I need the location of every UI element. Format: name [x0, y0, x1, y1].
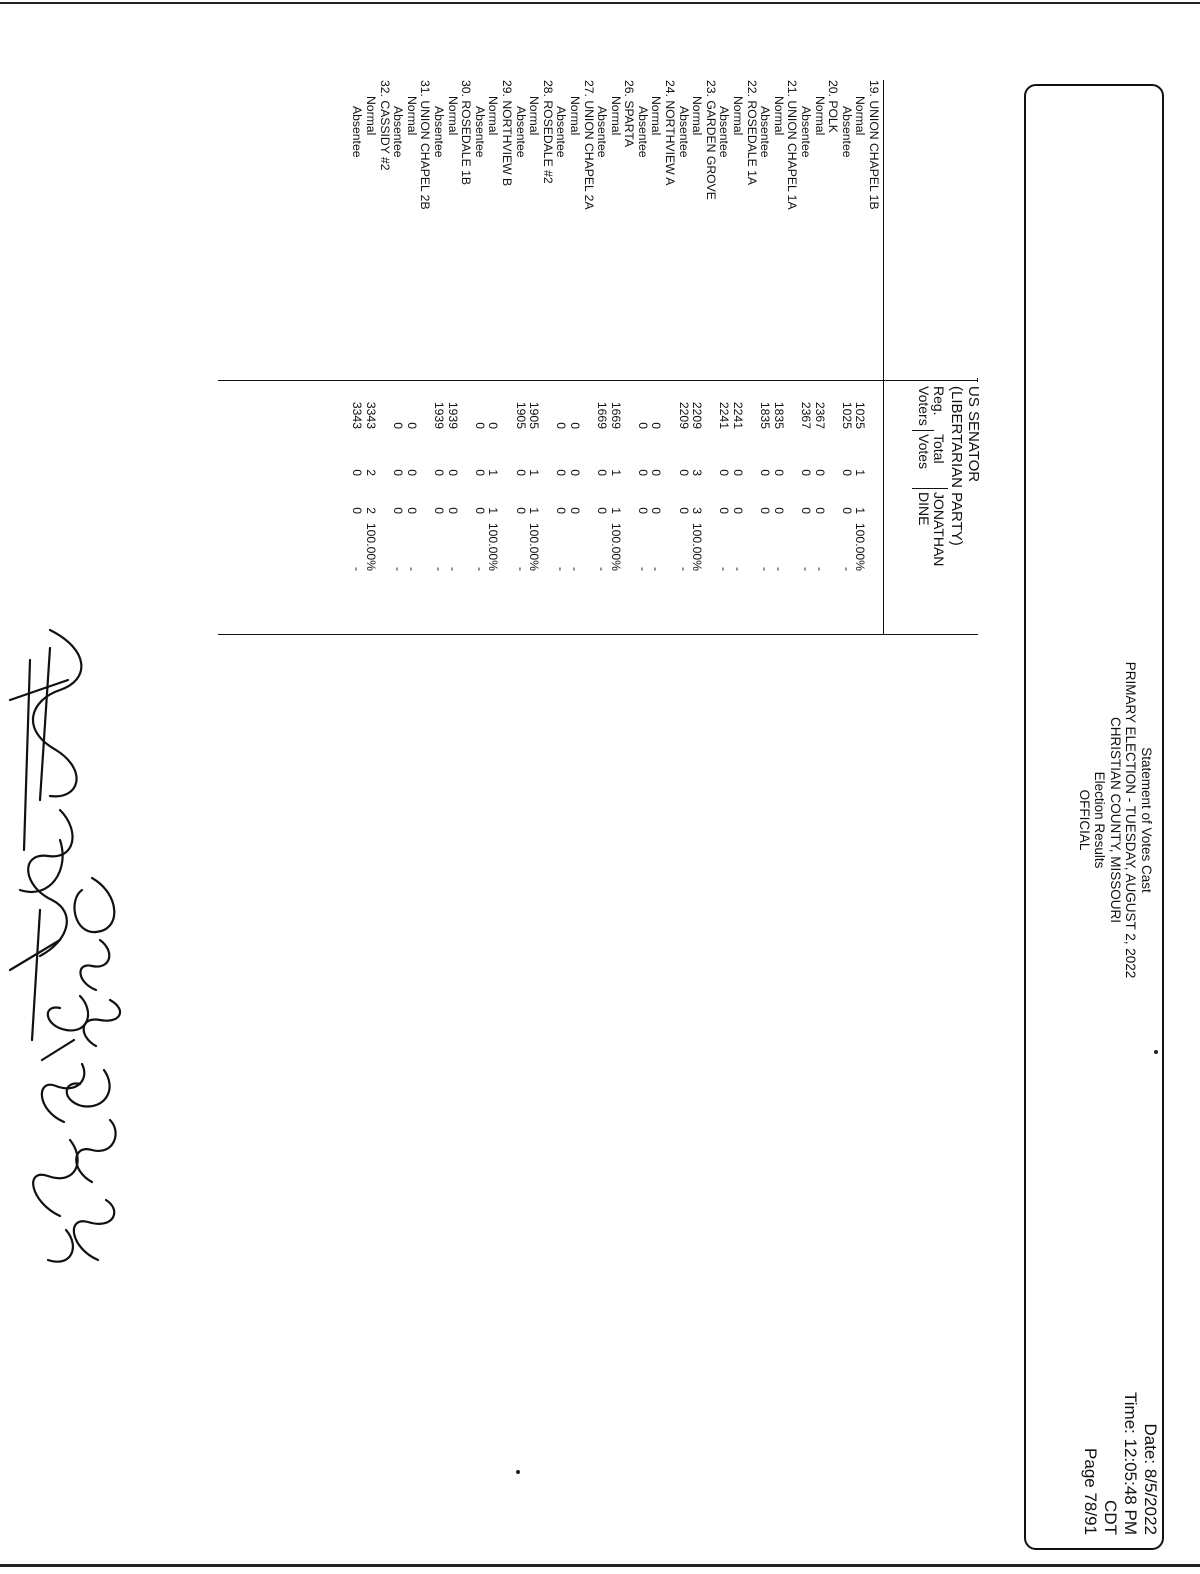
candidate-percent-cell: - [472, 566, 487, 571]
candidate-percent-cell: - [404, 566, 419, 571]
candidate-votes-cell: 1 [527, 507, 542, 514]
ballot-type-label: Absentee [839, 106, 854, 158]
contest-heading [948, 386, 982, 546]
scan-speck [1154, 1050, 1158, 1054]
reg-voters-cell: 1835 [771, 401, 786, 429]
precinct-name: 19. UNION CHAPEL 1B [867, 80, 881, 210]
total-votes-cell: 0 [554, 469, 569, 476]
result-row [472, 80, 486, 640]
reg-voters-cell: 2367 [799, 401, 814, 429]
precinct-name: 22. ROSEDALE 1A [744, 80, 759, 185]
ballot-type-label: Normal [445, 96, 460, 136]
reg-voters-cell: 1669 [595, 401, 610, 429]
candidate-percent-cell: - [812, 566, 827, 571]
precinct-name: 29. NORTHVIEW B [499, 80, 514, 187]
page-number: Page 78/91 [1081, 1448, 1100, 1535]
ballot-type-label: Absentee [391, 106, 406, 158]
result-row [839, 80, 853, 640]
reg-voters-cell: 0 [391, 422, 406, 429]
result-row [391, 80, 405, 640]
total-votes-cell: 0 [812, 469, 827, 476]
results-table [350, 80, 880, 640]
results-label: Election Results [1092, 771, 1108, 869]
ballot-type-label: Normal [771, 96, 786, 136]
candidate-votes-cell: 0 [567, 507, 582, 514]
total-votes-cell: 0 [731, 469, 746, 476]
result-row [554, 80, 568, 640]
reg-voters-cell: 0 [486, 422, 501, 429]
reg-voters-cell: 1905 [513, 401, 528, 429]
candidate-percent-cell: 100.00% [486, 522, 501, 571]
total-votes-cell: 0 [717, 469, 732, 476]
reg-voters-cell: 3343 [350, 401, 365, 429]
total-votes-header-line2: Votes [916, 434, 932, 470]
total-votes-cell: 0 [445, 469, 460, 476]
total-votes-cell: 0 [567, 469, 582, 476]
ballot-type-label: Normal [608, 96, 623, 136]
candidate-votes-cell: 0 [812, 507, 827, 514]
precinct-row [581, 80, 595, 640]
reg-voters-cell: 3343 [364, 401, 379, 429]
reg-voters-cell: 1025 [839, 401, 854, 429]
official-label: OFFICIAL [1077, 789, 1092, 851]
ballot-type-label: Normal [486, 96, 501, 136]
total-votes-cell: 0 [391, 469, 406, 476]
candidate-percent-cell: - [717, 566, 732, 571]
candidate-votes-cell: 0 [839, 507, 854, 514]
ballot-type-label: Absentee [635, 106, 650, 158]
candidate-percent-cell: - [513, 566, 528, 571]
candidate-votes-cell: 1 [853, 507, 868, 514]
ballot-type-label: Normal [853, 96, 868, 136]
candidate-percent-cell: - [799, 566, 814, 571]
candidate-percent-cell: - [391, 566, 406, 571]
result-row [608, 80, 622, 640]
ballot-type-label: Normal [567, 96, 582, 136]
reg-voters-cell: 2241 [717, 401, 732, 429]
total-votes-cell: 1 [608, 469, 623, 476]
precinct-name: 28. ROSEDALE #2 [540, 80, 555, 184]
candidate-percent-cell: - [595, 566, 610, 571]
reg-voters-cell: 1025 [853, 401, 868, 429]
result-row [527, 80, 541, 640]
reg-voters-header-line1: Reg. [931, 386, 947, 416]
candidate-header-line2: DINE [916, 492, 932, 526]
result-row [635, 80, 649, 640]
reg-voters-cell: 0 [472, 422, 487, 429]
precinct-name: 26. SPARTA [622, 80, 637, 148]
report-time: Time: 12:05:48 PM CDT [1101, 1392, 1140, 1535]
precinct-row [418, 80, 432, 640]
election-name: PRIMARY ELECTION - TUESDAY, AUGUST 2, 2022 [1123, 661, 1139, 979]
precinct-row [540, 80, 554, 640]
ballot-type-label: Absentee [595, 106, 610, 158]
reg-voters-cell: 2209 [676, 401, 691, 429]
candidate-votes-cell: 0 [758, 507, 773, 514]
precinct-row [459, 80, 473, 640]
result-row [404, 80, 418, 640]
result-row [812, 80, 826, 640]
candidate-percent-cell: - [771, 566, 786, 571]
total-votes-cell: 0 [472, 469, 487, 476]
candidate-percent-cell: 100.00% [527, 522, 542, 571]
reg-voters-cell: 0 [567, 422, 582, 429]
total-votes-cell: 0 [758, 469, 773, 476]
header-divider-2 [912, 488, 948, 489]
ballot-type-label: Normal [812, 96, 827, 136]
ballot-type-label: Normal [527, 96, 542, 136]
result-row [431, 80, 445, 640]
precinct-name: 27. UNION CHAPEL 2A [581, 80, 596, 210]
reg-voters-cell: 1939 [445, 401, 460, 429]
candidate-votes-cell: 0 [445, 507, 460, 514]
candidate-votes-cell: 2 [364, 507, 379, 514]
result-row [853, 80, 867, 640]
candidate-votes-cell: 0 [472, 507, 487, 514]
candidate-percent-cell: 100.00% [364, 522, 379, 571]
reg-voters-cell: 0 [649, 422, 664, 429]
ballot-type-label: Normal [404, 96, 419, 136]
candidate-votes-cell: 0 [676, 507, 691, 514]
candidate-percent-cell: - [676, 566, 691, 571]
signature-4 [0, 640, 80, 1060]
ballot-type-label: Normal [364, 96, 379, 136]
precinct-name: 24. NORTHVIEW A [663, 80, 678, 186]
candidate-percent-cell: - [445, 566, 460, 571]
candidate-votes-cell: 1 [608, 507, 623, 514]
candidate-percent-cell: - [567, 566, 582, 571]
ballot-type-label: Absentee [717, 106, 732, 158]
result-row [676, 80, 690, 640]
result-row [730, 80, 744, 640]
ballot-type-label: Absentee [554, 106, 569, 158]
candidate-percent-cell: - [758, 566, 773, 571]
table-header-underline [883, 80, 884, 635]
candidate-percent-cell: 100.00% [853, 522, 868, 571]
precinct-name: 30. ROSEDALE 1B [459, 80, 474, 185]
total-votes-cell: 0 [595, 469, 610, 476]
candidate-votes-cell: 0 [731, 507, 746, 514]
candidate-percent-cell: 100.00% [608, 522, 623, 571]
precinct-row [866, 80, 880, 640]
reg-voters-header [916, 386, 946, 426]
total-votes-cell: 1 [486, 469, 501, 476]
reg-voters-cell: 0 [404, 422, 419, 429]
reg-voters-cell: 1835 [758, 401, 773, 429]
total-votes-cell: 1 [853, 469, 868, 476]
ballot-type-label: Absentee [799, 106, 814, 158]
candidate-percent-cell: - [839, 566, 854, 571]
ballot-type-label: Absentee [758, 106, 773, 158]
contest-title: US SENATOR [965, 386, 982, 483]
result-row [595, 80, 609, 640]
candidate-votes-cell: 3 [690, 507, 705, 514]
candidate-percent-cell: - [350, 566, 365, 571]
precinct-row [499, 80, 513, 640]
precinct-name: 32. CASSIDY #2 [377, 80, 392, 171]
candidate-votes-cell: 0 [404, 507, 419, 514]
result-row [350, 80, 364, 640]
ballot-type-label: Normal [649, 96, 664, 136]
precinct-row [744, 80, 758, 640]
ballot-type-label: Absentee [432, 106, 446, 158]
precinct-row [663, 80, 677, 640]
candidate-votes-cell: 0 [595, 507, 610, 514]
precinct-row [377, 80, 391, 640]
total-votes-cell: 0 [839, 469, 854, 476]
candidate-votes-cell: 0 [513, 507, 528, 514]
candidate-votes-cell: 0 [649, 507, 664, 514]
header-divider-1 [912, 430, 934, 431]
precinct-name: 23. GARDEN GROVE [703, 80, 718, 200]
reg-voters-cell: 2367 [812, 401, 827, 429]
reg-voters-cell: 2241 [731, 401, 746, 429]
report-title: Statement of Votes Cast [1139, 747, 1154, 893]
result-row [567, 80, 581, 640]
result-row [758, 80, 772, 640]
candidate-votes-cell: 0 [554, 507, 569, 514]
candidate-percent-cell: - [649, 566, 664, 571]
candidate-votes-cell: 0 [717, 507, 732, 514]
candidate-percent-cell: - [731, 566, 746, 571]
reg-voters-cell: 0 [635, 422, 650, 429]
precinct-row [703, 80, 717, 640]
candidate-votes-cell: 0 [350, 507, 365, 514]
total-votes-cell: 0 [432, 469, 446, 476]
total-votes-cell: 1 [527, 469, 542, 476]
total-votes-cell: 0 [676, 469, 691, 476]
candidate-header-line1: JONATHAN [931, 492, 947, 567]
candidate-votes-cell: 0 [432, 507, 446, 514]
contest-party: (LIBERTARIAN PARTY) [948, 386, 965, 546]
result-row [717, 80, 731, 640]
result-row [771, 80, 785, 640]
candidate-percent-cell: - [554, 566, 569, 571]
reg-voters-cell: 0 [554, 422, 569, 429]
reg-voters-header-line2: Voters [916, 386, 932, 426]
scan-speck [516, 1470, 520, 1474]
candidate-votes-cell: 0 [635, 507, 650, 514]
ballot-type-label: Normal [731, 96, 746, 136]
precinct-name: 20. POLK [826, 80, 841, 133]
precinct-row [826, 80, 840, 640]
total-votes-cell: 0 [635, 469, 650, 476]
candidate-percent-cell: 100.00% [690, 522, 705, 571]
result-row [486, 80, 500, 640]
result-row [649, 80, 663, 640]
candidate-votes-cell: 0 [391, 507, 406, 514]
total-votes-cell: 0 [513, 469, 528, 476]
report-date: Date: 8/5/2022 [1141, 1423, 1160, 1535]
reg-voters-cell: 2209 [690, 401, 705, 429]
candidate-votes-cell: 0 [799, 507, 814, 514]
result-row [690, 80, 704, 640]
total-votes-cell: 0 [799, 469, 814, 476]
report-title-block [1077, 560, 1155, 1080]
precinct-row [622, 80, 636, 640]
report-meta-block [1080, 1355, 1160, 1535]
candidate-votes-cell: 0 [771, 507, 786, 514]
candidate-votes-cell: 1 [486, 507, 501, 514]
total-votes-cell: 0 [404, 469, 419, 476]
ballot-type-label: Absentee [513, 106, 528, 158]
candidate-percent-cell: - [432, 566, 446, 571]
total-votes-cell: 0 [771, 469, 786, 476]
total-votes-cell: 3 [690, 469, 705, 476]
result-row [445, 80, 459, 640]
reg-voters-cell: 1669 [608, 401, 623, 429]
candidate-header [916, 492, 946, 566]
precinct-name: 21. UNION CHAPEL 1A [785, 80, 800, 210]
total-votes-header-line1: Total [931, 434, 947, 464]
candidate-percent-cell: - [635, 566, 650, 571]
result-row [513, 80, 527, 640]
total-votes-cell: 2 [364, 469, 379, 476]
result-row [363, 80, 377, 640]
result-row [798, 80, 812, 640]
total-votes-cell: 0 [649, 469, 664, 476]
ballot-type-label: Absentee [676, 106, 691, 158]
precinct-name: 31. UNION CHAPEL 2B [418, 80, 433, 210]
ballot-type-label: Normal [690, 96, 705, 136]
total-votes-cell: 0 [350, 469, 365, 476]
ballot-type-label: Absentee [472, 106, 487, 158]
precinct-row [785, 80, 799, 640]
ballot-type-label: Absentee [350, 106, 365, 158]
reg-voters-cell: 1905 [527, 401, 542, 429]
county-name: CHRISTIAN COUNTY, MISSOURI [1108, 716, 1123, 924]
total-votes-header [916, 434, 946, 469]
reg-voters-cell: 1939 [432, 401, 446, 429]
